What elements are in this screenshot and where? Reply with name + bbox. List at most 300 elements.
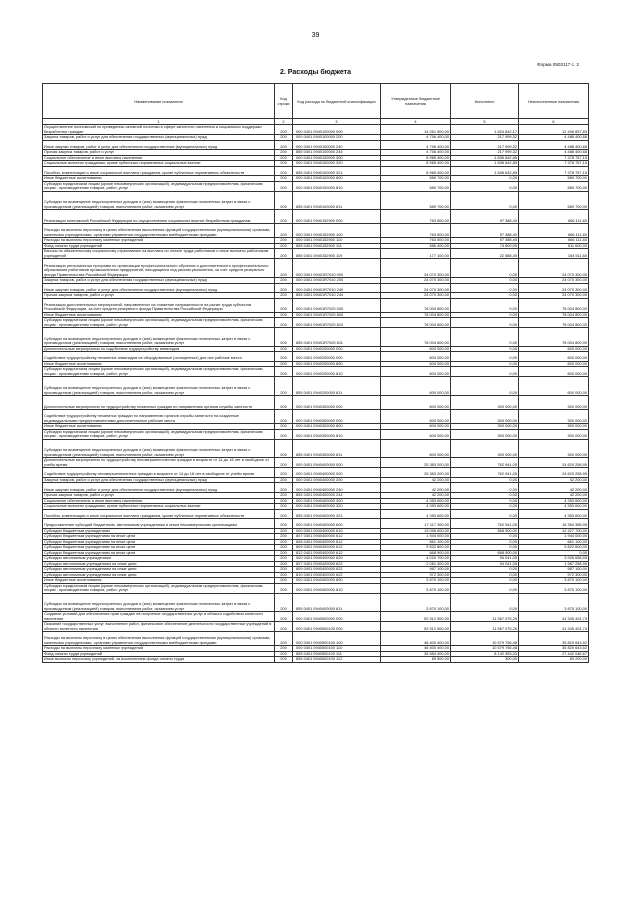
row-unexecuted-amount: 16 354 358,95 [519, 519, 589, 529]
row-approved-amount: 78 004 800,00 [381, 318, 451, 328]
row-line-code: 200 [275, 191, 293, 210]
row-approved-amount: 42 200,00 [381, 493, 451, 499]
table-row [43, 328, 589, 347]
row-line-code: 200 [275, 283, 293, 293]
row-approved-amount: 25 383 200,00 [381, 458, 451, 468]
row-budget-code: 855 0401 0940400000 811 [293, 593, 381, 612]
row-unexecuted-amount: 42 200,00 [519, 477, 589, 483]
row-budget-code: 000 0401 0940200000 000 [293, 352, 381, 362]
row-approved-amount: 972 300,00 [381, 572, 451, 578]
row-name: Взносы по обязательному социальному страхованию на выплаты по оплате труда работников и иные выплаты работникам учреждений [43, 249, 275, 259]
row-name: Реализация дополнительных мероприятий, направленных на снижение напряженности на рынке труда субъектов Российской Федерации, за счет средств резервного фонда Правительства Российской Федерации [43, 298, 275, 312]
row-name: Социальное обеспечение и иные выплаты населению [43, 498, 275, 504]
row-line-code: 200 [275, 429, 293, 439]
row-approved-amount: 14 261 500,00 [381, 125, 451, 135]
row-budget-code: 809 0401 0940400000 622 [293, 567, 381, 573]
row-unexecuted-amount: 154 511,60 [519, 249, 589, 259]
row-unexecuted-amount: 589 700,00 [519, 191, 589, 210]
row-name: Содействие трудоустройству незанятых инвалидов на оборудованные (оснащенные) для них рабочие места [43, 352, 275, 362]
header-unexecuted: Неисполненные назначения [519, 84, 589, 119]
row-executed-amount: 0,00 [451, 483, 519, 493]
row-approved-amount: 668 900,00 [381, 550, 451, 556]
row-name: Иные выплаты персоналу учреждений, за исключением фонда оплаты труда [43, 657, 275, 663]
row-unexecuted-amount: 4 353 600,00 [519, 504, 589, 510]
row-name: Реализация полномочий Российской Федерации по осуществлению социальных выплат безработным гражданам [43, 210, 275, 224]
row-budget-code: 855 0401 09401R7010 244 [293, 293, 381, 299]
row-unexecuted-amount: 24 070 300,00 [519, 293, 589, 299]
row-line-code: 200 [275, 150, 293, 156]
row-name: Фонд оплаты труда учреждений [43, 651, 275, 657]
row-unexecuted-amount: 300 000,00 [519, 439, 589, 458]
row-line-code: 200 [275, 545, 293, 551]
row-name: Субсидии на возмещение недополученных доходов и (или) возмещение фактически понесенных затрат в связи с производством (реализацией) товаров, выполнением работ, оказанием услуг [43, 191, 275, 210]
row-approved-amount: 3 870 100,00 [381, 583, 451, 593]
row-name: Субсидии бюджетным учреждениям на иные цели [43, 534, 275, 540]
row-unexecuted-amount: 3 870 100,00 [519, 578, 589, 584]
row-budget-code: 807 0401 0940400000 612 [293, 534, 381, 540]
row-budget-code: 000 0401 09401R7020 810 [293, 318, 381, 328]
row-executed-amount: 1 824 842,17 [451, 125, 519, 135]
table-row [43, 318, 589, 328]
row-budget-code: 000 0401 0940400000 200 [293, 477, 381, 483]
row-executed-amount: 217 999,32 [451, 140, 519, 150]
row-line-code: 200 [275, 493, 293, 499]
row-executed-amount: 11 567 075,26 [451, 622, 519, 632]
row-budget-code: 000 0401 0940500100 000 [293, 622, 381, 632]
row-budget-code: 000 0401 0940100000 240 [293, 140, 381, 150]
column-number: 5 [451, 119, 519, 125]
row-name: Социальные выплаты гражданам, кроме публичных нормативных социальных выплат [43, 161, 275, 167]
row-unexecuted-amount: 589 700,00 [519, 176, 589, 182]
form-code: Форма 0503117 с. 2 [537, 62, 579, 67]
row-approved-amount: 4 706 400,00 [381, 150, 451, 156]
table-body [43, 125, 589, 663]
row-line-code: 200 [275, 657, 293, 663]
row-budget-code: 809 0401 0940400000 612 [293, 545, 381, 551]
row-unexecuted-amount: 666 111,60 [519, 210, 589, 224]
row-line-code: 200 [275, 483, 293, 493]
row-name: Субсидии на возмещение недополученных доходов и (или) возмещение фактически понесенных затрат в связи с производством (реализацией) товаров, выполнением работ, оказанием услуг [43, 377, 275, 396]
row-budget-code: 000 0401 0940300000 000 [293, 410, 381, 424]
row-unexecuted-amount: 1 944 000,00 [519, 534, 589, 540]
row-name: Субсидии юридическим лицам (кроме некоммерческих организаций), индивидуальным предпринимателям, физическим лицам - производителям товаров, работ, услуг [43, 583, 275, 593]
row-budget-code: 000 0401 0940100000 300 [293, 155, 381, 161]
row-budget-code: 855 0401 0940100000 244 [293, 150, 381, 156]
table-row [43, 583, 589, 593]
row-name: Субсидии юридическим лицам (кроме некоммерческих организаций), индивидуальным предпринимателям, физическим лицам - производителям товаров, работ, услуг [43, 367, 275, 377]
row-unexecuted-amount: 78 004 800,00 [519, 312, 589, 318]
row-unexecuted-amount: 4 488 400,68 [519, 140, 589, 150]
row-budget-code: 000 0401 0940100000 800 [293, 176, 381, 182]
row-executed-amount: 0,00 [451, 534, 519, 540]
row-budget-code: 000 0401 0940400000 000 [293, 458, 381, 468]
row-executed-amount: 94 041,05 [451, 561, 519, 567]
row-line-code: 200 [275, 458, 293, 468]
row-name: Оказание государственных услуг, выполнение работ, финансовое обеспечение деятельности государственных учреждений в области занятости населения [43, 622, 275, 632]
row-budget-code: 000 0401 0940500000 000 [293, 612, 381, 622]
row-unexecuted-amount: 78 004 800,00 [519, 298, 589, 312]
row-executed-amount: 11 567 075,26 [451, 612, 519, 622]
row-unexecuted-amount: 9 822 600,00 [519, 545, 589, 551]
row-approved-amount: 4 706 400,00 [381, 135, 451, 141]
row-executed-amount: 97 388,40 [451, 224, 519, 238]
row-unexecuted-amount: 42 200,00 [519, 493, 589, 499]
table-row [43, 161, 589, 167]
row-approved-amount: 46 400 400,00 [381, 632, 451, 646]
row-line-code: 200 [275, 367, 293, 377]
row-line-code: 200 [275, 622, 293, 632]
row-executed-amount: 0,00 [451, 318, 519, 328]
row-unexecuted-amount: 600 000,00 [519, 346, 589, 352]
table-row [43, 429, 589, 439]
row-budget-code: 000 0401 0940300000 810 [293, 429, 381, 439]
table-row [43, 550, 589, 556]
row-executed-amount: 0,00 [451, 593, 519, 612]
header-executed: Исполнено [451, 84, 519, 119]
row-line-code: 200 [275, 477, 293, 483]
row-line-code: 200 [275, 572, 293, 578]
table-row [43, 612, 589, 622]
row-budget-code: 000 0401 0940500100 100 [293, 632, 381, 646]
row-approved-amount: 600 000,00 [381, 429, 451, 439]
row-executed-amount: 0,00 [451, 312, 519, 318]
row-unexecuted-amount: 600 000,00 [519, 377, 589, 396]
row-approved-amount: 78 004 800,00 [381, 298, 451, 312]
row-line-code: 200 [275, 509, 293, 519]
table-row [43, 593, 589, 612]
row-name: Субсидии автономным учреждениям [43, 556, 275, 562]
row-approved-amount: 4 353 600,00 [381, 498, 451, 504]
row-name: Иные бюджетные ассигнования [43, 424, 275, 430]
row-name: Содействие трудоустройству незанятых граждан по направлению органов службы занятости на созданные индивидуальными предпринимателями дополнительные рабочие места [43, 410, 275, 424]
row-name: Субсидии юридическим лицам (кроме некоммерческих организаций), индивидуальным предпринимателям, физическим лицам - производителям товаров, работ, услуг [43, 429, 275, 439]
row-budget-code: 000 0401 0940152900 100 [293, 224, 381, 238]
row-executed-amount: 0,00 [451, 578, 519, 584]
row-unexecuted-amount: 24 070 300,00 [519, 259, 589, 278]
row-name: Осуществление полномочий по проведению активной политики в сфере занятости населения и социальных поддержки безработных граждан [43, 125, 275, 135]
row-approved-amount: 42 200,00 [381, 483, 451, 493]
row-name: Пособия, компенсации и иные социальные выплаты гражданам, кроме публичных нормативных обязательств [43, 509, 275, 519]
row-executed-amount: 300 000,00 [451, 429, 519, 439]
row-budget-code: 000 0401 0940100000 320 [293, 161, 381, 167]
row-approved-amount: 78 004 800,00 [381, 312, 451, 318]
row-unexecuted-amount: 4 353 600,00 [519, 509, 589, 519]
row-budget-code: 000 0401 0940152900 000 [293, 210, 381, 224]
row-line-code: 200 [275, 550, 293, 556]
table-row [43, 622, 589, 632]
row-budget-code: 000 0401 0940152900 110 [293, 238, 381, 244]
row-executed-amount: 0,00 [451, 278, 519, 284]
row-executed-amount: 97 388,40 [451, 238, 519, 244]
row-name: Расходы на выплаты персоналу в целях обеспечения выполнения функций государственными (муниципальными) органами, казенными учреждениями, органами управления государственными внебюджетными фондами [43, 632, 275, 646]
row-name: Субсидии автономным учреждениям на иные цели [43, 567, 275, 573]
row-line-code: 200 [275, 140, 293, 150]
row-budget-code: 000 0401 0940400000 320 [293, 504, 381, 510]
row-line-code: 200 [275, 539, 293, 545]
row-executed-amount: 0,00 [451, 509, 519, 519]
row-name: Субсидии на возмещение недополученных доходов и (или) возмещение фактически понесенных затрат в связи с производством (реализацией) товаров, выполнением работ, оказанием услуг [43, 439, 275, 458]
row-line-code: 200 [275, 125, 293, 135]
table-row [43, 140, 589, 150]
table-row [43, 657, 589, 663]
row-line-code: 200 [275, 632, 293, 646]
row-budget-code: 808 0401 0940400000 612 [293, 539, 381, 545]
row-unexecuted-amount: 24 070 300,00 [519, 278, 589, 284]
row-name: Субсидии бюджетным учреждениям на иные цели [43, 539, 275, 545]
row-approved-amount: 25 383 200,00 [381, 468, 451, 478]
row-name: Субсидии юридическим лицам (кроме некоммерческих организаций), индивидуальным предпринимателям, физическим лицам - производителям товаров, работ, услуг [43, 318, 275, 328]
row-line-code: 200 [275, 377, 293, 396]
table-row [43, 509, 589, 519]
row-unexecuted-amount: 666 111,60 [519, 238, 589, 244]
row-name: Субсидии на возмещение недополученных доходов и (или) возмещение фактически понесенных затрат в связи с производством (реализацией) товаров, выполнением работ, оказанием услуг [43, 328, 275, 347]
row-budget-code: 855 0401 0940100000 321 [293, 166, 381, 176]
row-budget-code: 000 0401 0940100000 810 [293, 181, 381, 191]
row-budget-code: 000 0401 09401R7020 800 [293, 312, 381, 318]
row-executed-amount: 300 000,00 [451, 424, 519, 430]
header-budget-code: Код расхода по бюджетной классификации [293, 84, 381, 119]
row-executed-amount: 0,00 [451, 504, 519, 510]
row-name: Прочая закупка товаров, работ и услуг [43, 493, 275, 499]
row-budget-code: 855 0401 09401R7020 811 [293, 328, 381, 347]
row-executed-amount: 217 999,32 [451, 150, 519, 156]
row-line-code: 200 [275, 396, 293, 410]
row-unexecuted-amount: 4 488 400,68 [519, 135, 589, 141]
row-budget-code: 000 0401 09401R7010 200 [293, 278, 381, 284]
row-budget-code: 000 0401 0940400000 600 [293, 519, 381, 529]
table-row [43, 367, 589, 377]
row-budget-code: 855 0401 0940400000 321 [293, 509, 381, 519]
row-executed-amount: 8 142 353,33 [451, 651, 519, 657]
column-number: 1 [43, 119, 275, 125]
row-name: Реализация региональных программ по организации профессионального обучения и дополнительного профессионального образования работников промышленных предприятий, находящихся под риском увольнения, за счет средств резервного фонда Правительства Российской Федерации [43, 259, 275, 278]
row-approved-amount: 52 912 500,00 [381, 622, 451, 632]
row-approved-amount: 8 965 400,00 [381, 155, 451, 161]
row-name: Прочая закупка товаров, работ и услуг [43, 150, 275, 156]
row-line-code: 200 [275, 238, 293, 244]
row-line-code: 200 [275, 249, 293, 259]
row-unexecuted-amount: 7 378 757,15 [519, 166, 589, 176]
row-approved-amount: 8 965 400,00 [381, 166, 451, 176]
row-unexecuted-amount: 3 870 100,00 [519, 583, 589, 593]
table-row [43, 191, 589, 210]
row-unexecuted-amount: 4 353 600,00 [519, 498, 589, 504]
row-approved-amount: 661 100,00 [381, 539, 451, 545]
row-executed-amount: 0,00 [451, 539, 519, 545]
row-line-code: 200 [275, 651, 293, 657]
row-executed-amount: 668 900,00 [451, 550, 519, 556]
row-approved-amount: 69 500,00 [381, 657, 451, 663]
row-unexecuted-amount: 24 070 300,00 [519, 283, 589, 293]
row-name: Закупка товаров, работ и услуг для обеспечения государственных (муниципальных) нужд [43, 278, 275, 284]
row-name: Закупка товаров, работ и услуг для обеспечения государственных (муниципальных) нужд [43, 477, 275, 483]
row-line-code: 200 [275, 298, 293, 312]
row-line-code: 200 [275, 293, 293, 299]
row-name: Иные закупки товаров, работ и услуг для обеспечения государственных (муниципальных) нужд [43, 140, 275, 150]
row-unexecuted-amount: 4 488 400,68 [519, 150, 589, 156]
row-approved-amount: 987 100,00 [381, 567, 451, 573]
row-executed-amount: 0,00 [451, 176, 519, 182]
page-number: 39 [311, 32, 320, 39]
table-row [43, 439, 589, 458]
row-approved-amount: 763 500,00 [381, 210, 451, 224]
row-name: Создание условий для обеспечения прав граждан на получение государственных услуг в области содействия занятости населения [43, 612, 275, 622]
row-budget-code: 000 0401 0940200000 810 [293, 367, 381, 377]
row-unexecuted-amount: 666 111,60 [519, 224, 589, 238]
row-executed-amount: 94 041,05 [451, 556, 519, 562]
row-approved-amount: 4 706 400,00 [381, 140, 451, 150]
row-line-code: 200 [275, 224, 293, 238]
row-name: Иные бюджетные ассигнования [43, 176, 275, 182]
row-approved-amount: 17 117 300,00 [381, 519, 451, 529]
row-unexecuted-amount: 300 000,00 [519, 424, 589, 430]
row-executed-amount: 0,00 [451, 259, 519, 278]
table-row [43, 410, 589, 424]
row-line-code: 200 [275, 312, 293, 318]
row-approved-amount: 78 004 800,00 [381, 328, 451, 347]
row-budget-code: 000 0401 0940400000 300 [293, 498, 381, 504]
row-name: Содействие трудоустройству несовершеннолетних граждан в возрасте от 14 до 18 лет в свободное от учебы время [43, 468, 275, 478]
row-budget-code: 855 0401 0940100000 811 [293, 191, 381, 210]
row-executed-amount: 0,00 [451, 181, 519, 191]
row-name: Расходы на выплаты персоналу казенных учреждений [43, 646, 275, 652]
row-executed-amount: 0,00 [451, 377, 519, 396]
column-number: 6 [519, 119, 589, 125]
row-line-code: 200 [275, 468, 293, 478]
table-row [43, 298, 589, 312]
row-unexecuted-amount: 24 620 258,95 [519, 468, 589, 478]
table-row [43, 519, 589, 529]
row-executed-amount: 0,00 [451, 328, 519, 347]
row-budget-code: 855 0401 0940400000 244 [293, 493, 381, 499]
table-row [43, 468, 589, 478]
row-approved-amount: 2 061 300,00 [381, 561, 451, 567]
header-line-code: Код строки [275, 84, 293, 119]
row-executed-amount: 300 000,00 [451, 410, 519, 424]
row-executed-amount: 762 941,05 [451, 519, 519, 529]
row-approved-amount: 600 000,00 [381, 396, 451, 410]
row-line-code: 200 [275, 243, 293, 249]
row-executed-amount: 0,00 [451, 298, 519, 312]
table-row [43, 181, 589, 191]
row-executed-amount: 217 999,32 [451, 135, 519, 141]
row-line-code: 200 [275, 328, 293, 347]
row-name: Субсидии автономным учреждениям на иные цели [43, 561, 275, 567]
row-line-code: 200 [275, 556, 293, 562]
row-name: Дополнительные мероприятия по трудоустройству незанятых граждан по направлению органов службы занятости [43, 396, 275, 410]
row-budget-code: 000 0401 0940300000 800 [293, 424, 381, 430]
row-unexecuted-amount: 7 378 757,15 [519, 161, 589, 167]
table-row [43, 135, 589, 141]
row-approved-amount: 600 000,00 [381, 367, 451, 377]
row-line-code: 200 [275, 181, 293, 191]
row-executed-amount: 0,00 [451, 583, 519, 593]
row-approved-amount: 8 965 400,00 [381, 161, 451, 167]
row-budget-code: 000 0401 0940200000 000 [293, 346, 381, 352]
table-row [43, 561, 589, 567]
row-unexecuted-amount: 300 000,00 [519, 410, 589, 424]
row-budget-code: 855 0401 0940300000 811 [293, 439, 381, 458]
row-approved-amount: 600 000,00 [381, 439, 451, 458]
row-budget-code: 000 0401 0940400000 800 [293, 578, 381, 584]
row-executed-amount: 0,00 [451, 367, 519, 377]
row-unexecuted-amount: 78 004 800,00 [519, 318, 589, 328]
row-line-code: 200 [275, 346, 293, 352]
row-unexecuted-amount: 42 200,00 [519, 483, 589, 493]
row-executed-amount: 1 606 642,85 [451, 166, 519, 176]
table-row [43, 125, 589, 135]
row-unexecuted-amount: 972 300,00 [519, 572, 589, 578]
row-budget-code: 000 0401 09401R7020 000 [293, 298, 381, 312]
row-unexecuted-amount: 1 967 258,95 [519, 561, 589, 567]
table-row [43, 238, 589, 244]
column-number: 2 [275, 119, 293, 125]
row-budget-code: 855 0401 0940152900 111 [293, 243, 381, 249]
row-approved-amount: 600 000,00 [381, 424, 451, 430]
row-line-code: 200 [275, 498, 293, 504]
row-line-code: 200 [275, 278, 293, 284]
row-unexecuted-amount: 35 820 643,52 [519, 646, 589, 652]
row-budget-code: 812 0401 0940400000 612 [293, 550, 381, 556]
row-approved-amount: 586 400,00 [381, 243, 451, 249]
table-row [43, 249, 589, 259]
row-executed-amount: 22 588,40 [451, 249, 519, 259]
row-executed-amount: 0,00 [451, 567, 519, 573]
row-executed-amount: 1 606 642,85 [451, 155, 519, 161]
row-executed-amount: 762 941,05 [451, 458, 519, 468]
row-line-code: 200 [275, 352, 293, 362]
row-approved-amount: 600 000,00 [381, 352, 451, 362]
row-budget-code: 000 0401 0940500100 110 [293, 646, 381, 652]
row-budget-code: 000 0401 0940400000 000 [293, 468, 381, 478]
row-executed-amount: 10 579 756,48 [451, 646, 519, 652]
row-approved-amount: 52 912 500,00 [381, 612, 451, 622]
row-unexecuted-amount: 600 000,00 [519, 361, 589, 367]
table-row [43, 155, 589, 161]
row-approved-amount: 24 070 300,00 [381, 259, 451, 278]
row-executed-amount: 300,00 [451, 657, 519, 663]
row-approved-amount: 4 353 600,00 [381, 504, 451, 510]
section-title: 2. Расходы бюджета [280, 69, 351, 76]
row-approved-amount: 589 700,00 [381, 176, 451, 182]
row-budget-code: 000 0401 09401R7010 000 [293, 259, 381, 278]
row-line-code: 200 [275, 593, 293, 612]
row-executed-amount: 1 606 642,85 [451, 161, 519, 167]
row-budget-code: 000 0401 0940400000 610 [293, 528, 381, 534]
row-unexecuted-amount: 69 200,00 [519, 657, 589, 663]
row-name: Субсидии автономным учреждениям на иные цели [43, 572, 275, 578]
header-approved: Утвержденные бюджетные назначения [381, 84, 451, 119]
row-unexecuted-amount: 27 442 046,67 [519, 651, 589, 657]
row-line-code: 200 [275, 561, 293, 567]
row-line-code: 200 [275, 504, 293, 510]
row-unexecuted-amount: 0,00 [519, 550, 589, 556]
row-executed-amount: 300 000,00 [451, 396, 519, 410]
row-unexecuted-amount: 600 000,00 [519, 367, 589, 377]
table-row [43, 166, 589, 176]
row-line-code: 200 [275, 161, 293, 167]
row-approved-amount: 9 822 600,00 [381, 545, 451, 551]
column-number: 4 [381, 119, 451, 125]
table-row [43, 259, 589, 278]
row-line-code: 200 [275, 519, 293, 529]
row-name: Иные бюджетные ассигнования [43, 312, 275, 318]
row-approved-amount: 763 500,00 [381, 238, 451, 244]
row-budget-code: 000 0401 0940300000 000 [293, 396, 381, 410]
row-line-code: 200 [275, 166, 293, 176]
row-approved-amount: 42 200,00 [381, 477, 451, 483]
row-budget-code: 000 0401 0940400000 810 [293, 583, 381, 593]
